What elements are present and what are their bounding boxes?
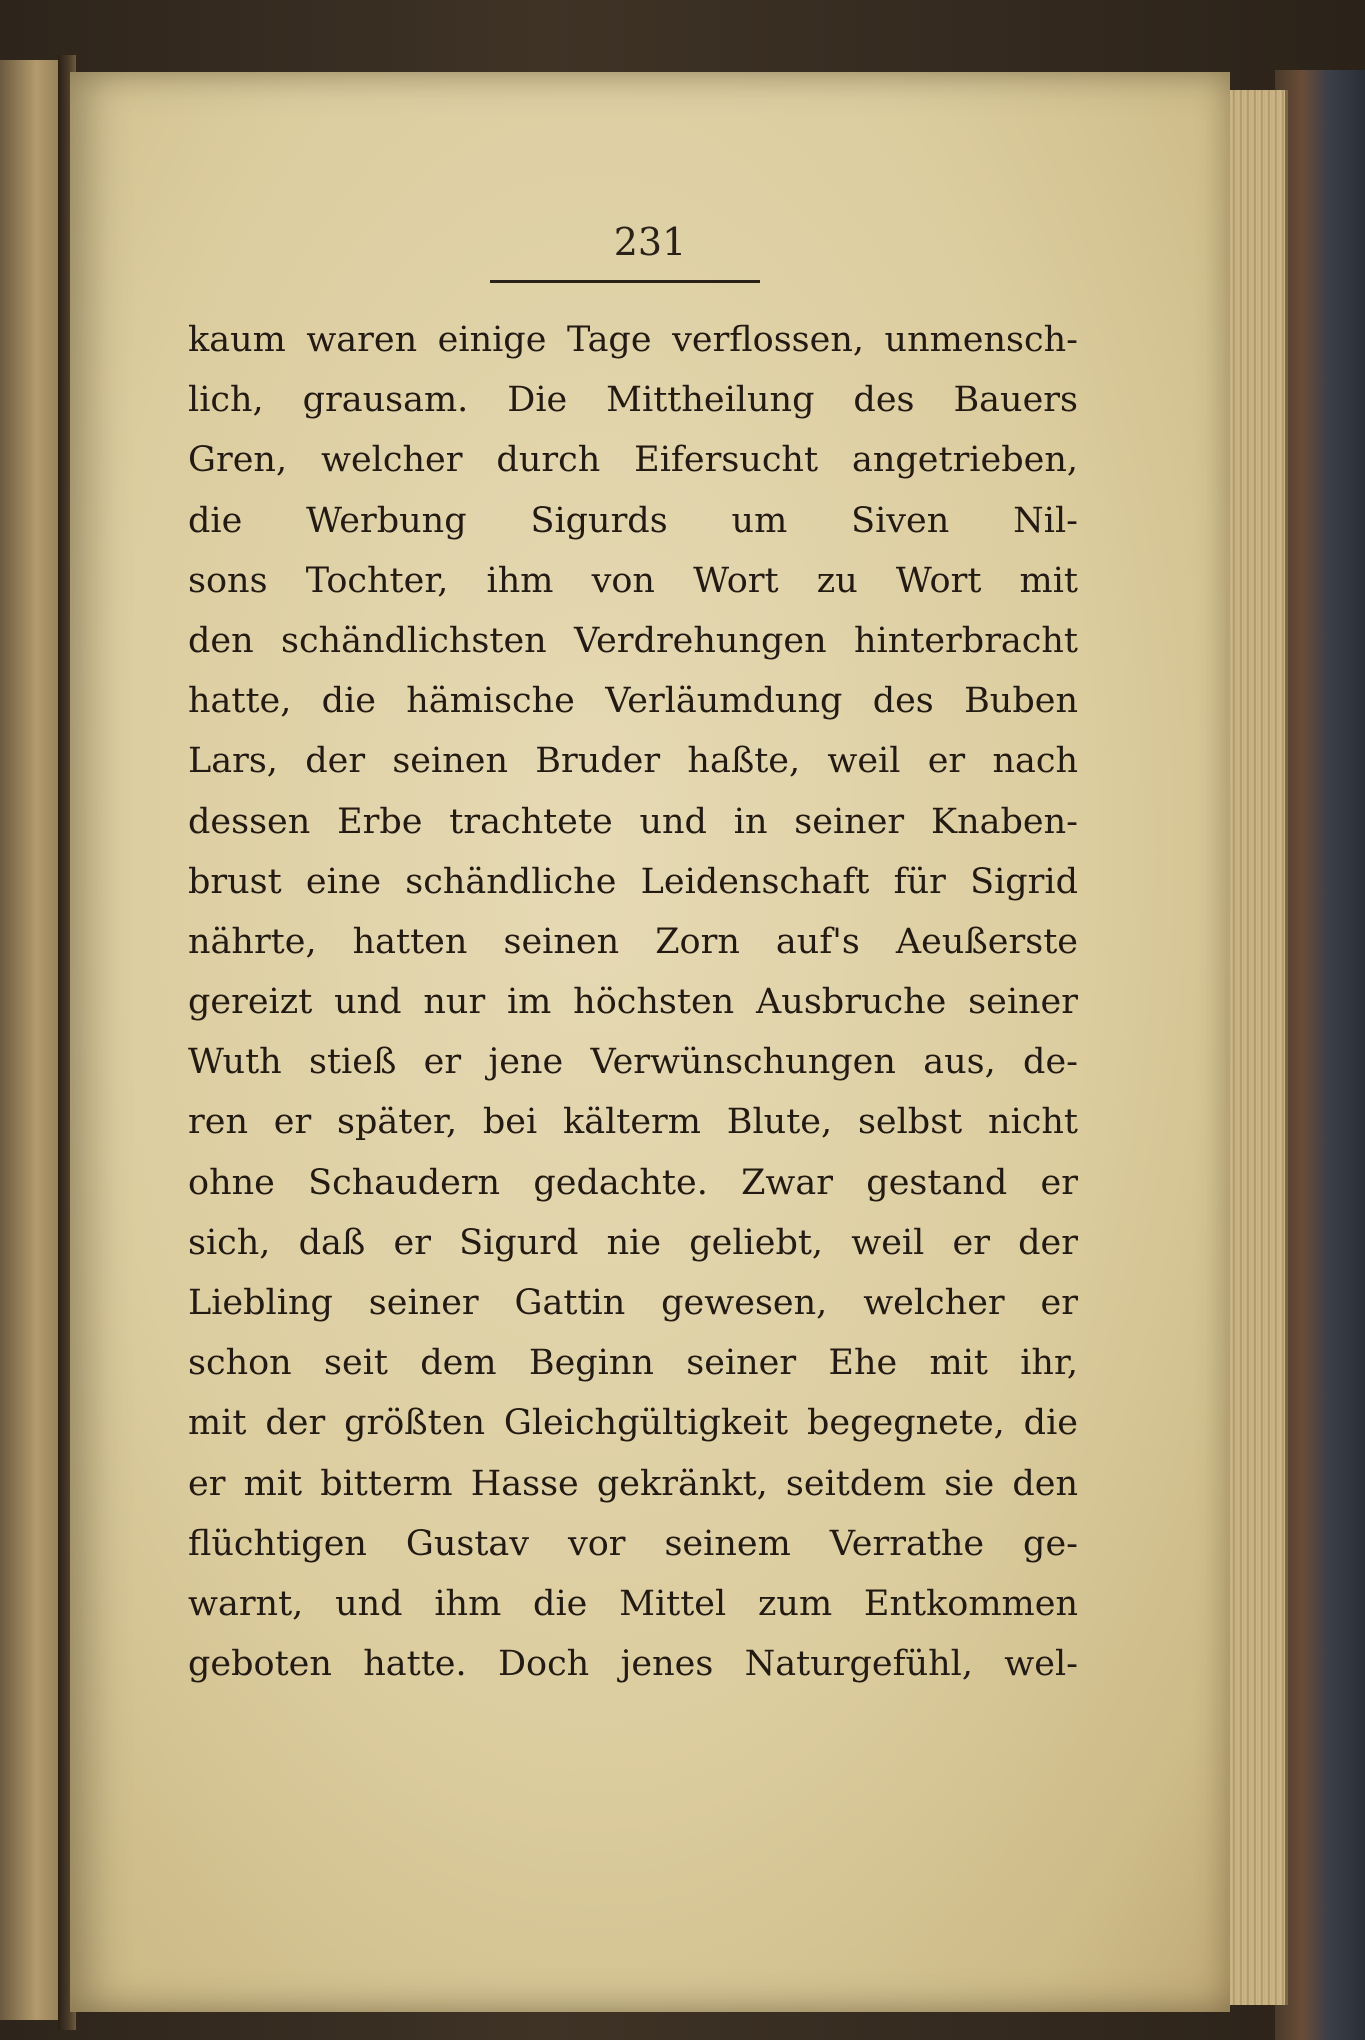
text-line: sons Tochter, ihm von Wort zu Wort mit <box>188 560 1078 601</box>
text-line: Liebling seiner Gattin gewesen, welcher er <box>188 1283 1078 1323</box>
text-line: ren er später, bei kälterm Blute, selbst nicht <box>188 1102 1078 1143</box>
text-line: kaum waren einige Tage verflossen, unmensch- <box>188 320 1078 360</box>
text-line: warnt, und ihm die Mittel zum Entkommen <box>188 1583 1078 1624</box>
text-line: schon seit dem Beginn seiner Ehe mit ihr, <box>188 1343 1078 1384</box>
previous-page-edge <box>0 60 66 2020</box>
header-rule <box>490 280 760 283</box>
text-line: nährte, hatten seinen Zorn auf's Aeußerste <box>188 921 1078 962</box>
text-line: Gren, welcher durch Eifersucht angetrieben, <box>188 440 1078 481</box>
book-page <box>70 72 1230 2012</box>
text-line: hatte, die hämische Verläumdung des Buben <box>188 681 1078 722</box>
text-line: Wuth stieß er jene Verwünschungen aus, de- <box>188 1042 1078 1083</box>
text-line: geboten hatte. Doch jenes Naturgefühl, wel- <box>188 1644 1078 1685</box>
text-line: gereizt und nur im höchsten Ausbruche seiner <box>188 982 1078 1023</box>
text-line: lich, grausam. Die Mittheilung des Bauers <box>188 380 1078 421</box>
text-line: brust eine schändliche Leidenschaft für Sigrid <box>188 861 1078 902</box>
text-line: sich, daß er Sigurd nie geliebt, weil er der <box>188 1222 1078 1263</box>
text-line: Lars, der seinen Bruder haßte, weil er nach <box>188 741 1078 782</box>
page-text <box>188 310 1078 1694</box>
text-line: dessen Erbe trachtete und in seiner Knaben- <box>188 801 1078 842</box>
text-line: ohne Schaudern gedachte. Zwar gestand er <box>188 1162 1078 1203</box>
text-line: die Werbung Sigurds um Siven Nil- <box>188 500 1078 541</box>
text-line: flüchtigen Gustav vor seinem Verrathe ge- <box>188 1523 1078 1564</box>
text-line: den schändlichsten Verdrehungen hinterbracht <box>188 620 1078 661</box>
text-line: mit der größten Gleichgültigkeit begegnete, die <box>188 1403 1078 1444</box>
page-number: 231 <box>613 220 687 264</box>
text-line: er mit bitterm Hasse gekränkt, seitdem sie den <box>188 1463 1078 1504</box>
book-cover-edge <box>1275 70 1365 2040</box>
